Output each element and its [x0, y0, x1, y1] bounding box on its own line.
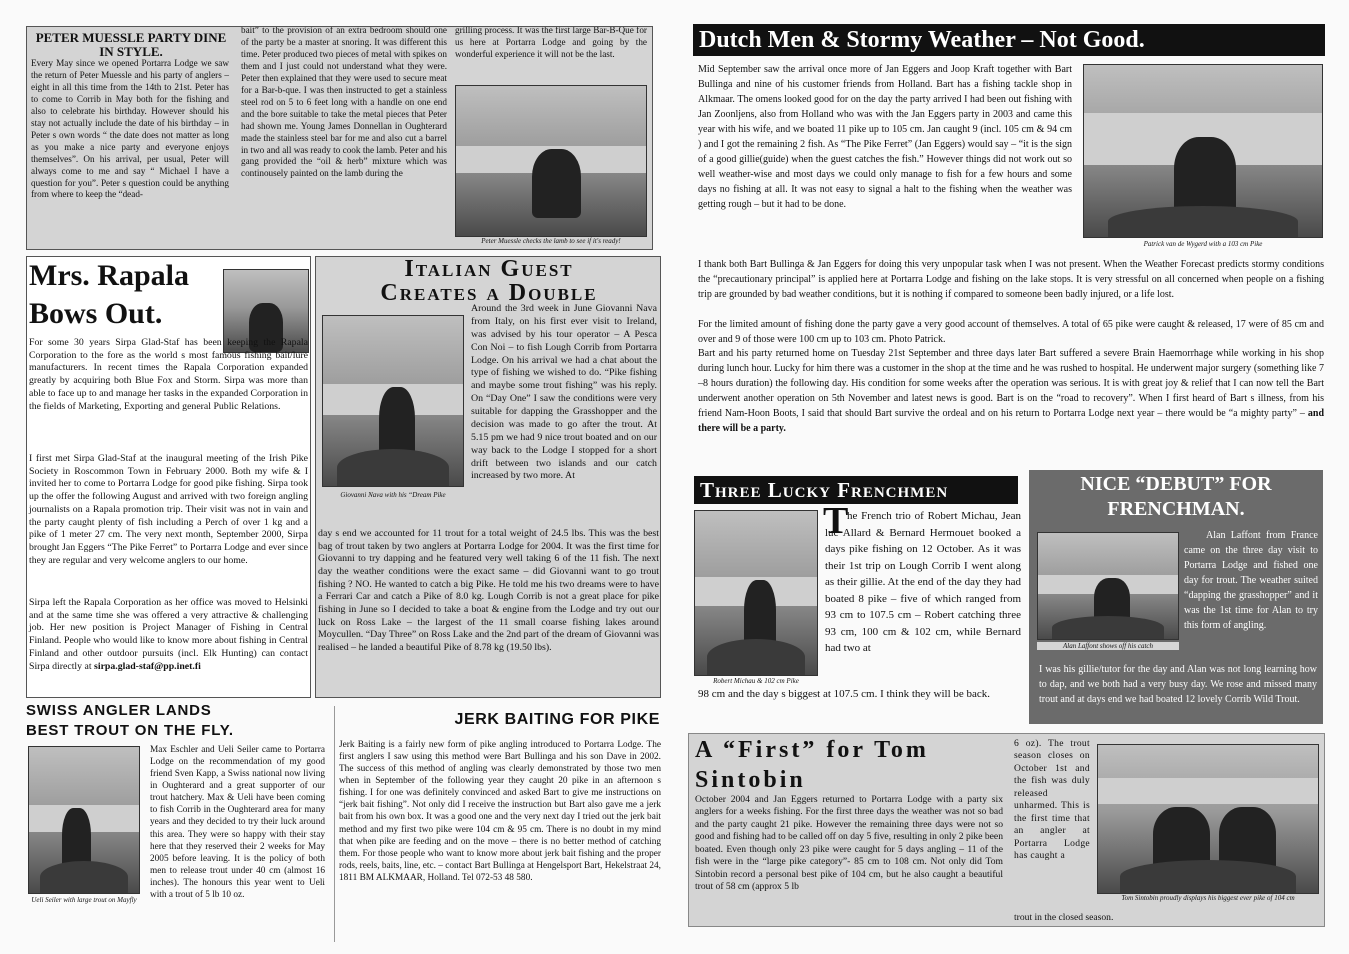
article-paragraph: I thank both Bart Bullinga & Jan Eggers for doing this very unpopular task when I was not present. When the Weather Forecast predicts stormy conditions the “precautionary principal” is applied here at Portarra Lodge and fishing on the lake stops. It is very stressful on all concerned when people on a fishing trip are grounded by bad weather conditions, but it is nothing if compared to someone been badly injured, or a life lost. — [698, 259, 1324, 300]
dutch-men-article — [693, 24, 1329, 454]
article-column: Mid September saw the arrival once more of Jan Eggers and Joop Kraft together with Bart Bullinga and nine of his customer friends from Holland. Bart has a fishing tackle shop in Alkmaar. The omens looked good for on the day the party arrived I had been out fishing with Jan Zoonljens, also from Holland who was with the Jan Eggers party in 2003 and came this year with his wife, and we boated 11 pike up to 105 cm. Jan caught 9 (incl. 105 cm & 94 cm ) and I got the remaining 2 fish. As “The Pike Ferret” (Jan Eggers) would say – “it is the sign of a good gillie(guide) when the guest catches the fish.” However things did not work out so well weather-wise and most days we could only manage to fish for a few hours and some days no fishing at all. It was not easy to signal a halt to the fishing when the weather was getting rough – but it had to be done. — [698, 64, 1072, 210]
article-column: Max Eschler and Ueli Seiler came to Portarra Lodge on the recommendation of my good friend Sven Kapp, a Swiss national now living in Oughterard and a great supporter of our trout hatchery. Max & Ueli have been coming to fish Corrib in the Oughterard area for many years and they decided to try their luck around this area. They were so happy with their stay here that they reserved their 2 weeks for May 2005 before leaving. It is the policy of both men to release trout under 40 cm (almost 16 inches). The honours this year went to Ueli with a trout of 5 lb 10 oz. — [150, 745, 325, 900]
article-column-2: bait” to the provision of an extra bedroom should one of the party be a master at snoring. It was different this time. Peter produced two pieces of metal with spikes on them and I just could not understand what they were. Peter then explained that they were used to secure meat for a Bar-b-que. I was then instructed to get a stainless steel rod on 5 to 6 feet long with a handle on one end and the bore suitable to take the metal pieces that Peter had shown me. Young James Donnellan in Oughterard made the stainless steel bar for me and also cut a barrel in two and all was ready to cook the lamb. Peter and his gang provided the “oil & herb” mixture which was continousely painted on the lamb during the — [241, 26, 447, 179]
alan-catch-photo — [1037, 532, 1179, 640]
robert-pike-photo — [694, 510, 818, 676]
article-title-line-1: SWISS ANGLER LANDS — [26, 702, 212, 719]
article-title: NICE “DEBUT” FOR FRENCHMAN. — [1080, 473, 1272, 520]
photo-caption: Alan Laffont shows off his catch — [1037, 642, 1179, 650]
article-column: 6 oz). The trout season closes on October 1st and the fish was duly released unharmed. This is the first time that an angler at Portarra Lodge has caught a — [1014, 738, 1090, 862]
article-paragraph-2: I first met Sirpa Glad-Staf at the inaugural meeting of the Irish Pike Society in Roscommon Town in February 2000. Both my wife & I invited her to come to Portarra Lodge for good pike fishing. Sirpa took up the offer the following August and arrived with two foreign angling journalists on a Rapala promotion trip. Their visit was not in vain and the party caught plenty of fish including a Perch of over 1 kg and a pike of 1 meter 27 cm. The very next month, September 2000, Sirpa brought Jan Eggers “The Pike Ferret” to Portarra Lodge and ever since they are regular and very welcome anglers to our home. — [29, 453, 308, 566]
giovanni-photo — [322, 315, 464, 487]
drop-cap: T — [823, 500, 849, 542]
article-title: Dutch Men & Stormy Weather – Not Good. — [693, 24, 1325, 56]
article-body: Jerk Baiting is a fairly new form of pike angling introduced to Portarra Lodge. The first anglers I saw using this method were Bart Bullinga and his son Dave in 2002. The success of this method of angling was clearly demonstrated by those two men when in September of the following year they caught 20 pike in an afternoon s fishing. I for one was definitely convinced and asked Bart to give me instructions on “jerk bait fishing”. Not only did I receive the instruction but Bart also gave me a jerk bait from his own box. It was a good one and the very next day I tried out the jerk bait method and my first two pike were 104 cm & 95 cm. There is no doubt in my mind that when pike are feeding and on the move – there is no better method of catching them. For those people who want to know more about jerk bait fishing and the proper rods, reels, baits, line, etc. – contact Bart Bullinga at Hengelsport Bart, Hekelstraat 24, 1811 BM ALKMAAR, Holland. Tel 072-53 48 580. — [339, 740, 661, 883]
photo-caption: Robert Michau & 102 cm Pike — [713, 677, 799, 685]
jerk-baiting-article — [334, 706, 664, 942]
article-title-line-2: BEST TROUT ON THE FLY. — [26, 722, 234, 739]
photo-caption: Peter Muessle checks the lamb to see if it's ready! — [481, 237, 621, 245]
article-column-1: Every May since we opened Portarra Lodge we saw the return of Peter Muessle and his party of anglers – eight in all this time from the 14th to 21st. Peter has to come to Corrib in May both for the fishing and also to celebrate his birthday. However should his stay not actually include the date of his birthday – in Peter s own words “ the date does not matter as long as you make a nice party and everyone enjoys themselves”. On his arrival, per usual, Peter will always come to me and say “ Michael I have a question for you”. Peter s question could be anything from where to keep the “dead- — [31, 58, 229, 200]
bold-closing: and there will be a party. — [698, 408, 1325, 434]
article-body: October 2004 and Jan Eggers returned to Portarra Lodge with a party six anglers for a weeks fishing. For the first three days the weather was not so bad and the party caught 21 pike. However the remaining three days were not so good and fishing had to be called off on day 5 five, resulting in only 2 pike been boated. Even though only 23 pike were caught for 5 days angling – 11 of the fish were in the “large pike category”- 85 cm to 108 cm. Not only did Tom Sintobin record a personal best pike of 104 cm, but he also caught a beautiful trout of 58 cm (approx 5 lb — [695, 794, 1003, 893]
article-title-line-2: Creates a Double — [380, 280, 598, 306]
article-title-line-2: Bows Out. — [29, 297, 163, 330]
tom-pike-photo — [1097, 744, 1319, 894]
paragraph-text: Bart and his party returned home on Tuesday 21st September and three days later Bart suffered a severe Brain Haemorrhage while working in his shop during lunch hour. Lucky for him there was a customer in the shop at the time and he was rushed to hospital. He underwent major surgery (something like 7 –8 hours duration) the following day. His condition for some weeks after the operation was serious. It is with great joy & relief that I can now tell the Bart underwent another operation on 5th November and latest news is good. Bart is on the “road to recovery”. When I first heard of Bart s illness, from his friend Nam-Hoon Boots, I said that should Bart survive the ordeal and on his return to Portarra Lodge next year – there would be “a mighty party” – — [698, 348, 1324, 419]
photo-caption: Tom Sintobin proudly displays his biggest ever pike of 104 cm — [1121, 894, 1295, 902]
italian-guest-article — [315, 256, 661, 698]
nice-debut-article — [1029, 470, 1323, 724]
three-frenchmen-article — [693, 474, 1023, 722]
article-paragraph-3 — [29, 597, 308, 673]
article-continuation: 98 cm and the day s biggest at 107.5 cm. I think they will be back. — [698, 688, 991, 700]
tom-sintobin-article — [688, 733, 1325, 927]
article-title: Three Lucky Frenchmen — [694, 476, 1018, 504]
article-title-line-1: A “First” for Tom — [695, 737, 929, 763]
mrs-rapala-article — [26, 256, 311, 698]
article-continuation: I was his gillie/tutor for the day and Alan was not long learning how to dap, and we both had a very busy day. We rose and missed many trout and at days end we had boated 12 lovely Corrib Wild Trout. — [1039, 664, 1317, 705]
article-column: Around the 3rd week in June Giovanni Nava from Italy, on his first ever visit to Ireland, was advised by his tour operator – A Pesca Con Noi – to fish Lough Corrib from Portarra Lodge. On his arrival we had a chat about the type of fishing we wished to do. “Pike fishing and maybe some trout fishing” was his reply. On “Day One” I saw the conditions were very suitable for dapping the Grasshopper and the decision was made to go after the trout. At 5.15 pm we had 9 nice trout boated and on our way back to the Lodge I stopped for a short drift between two islands and our catch increased by two more. At — [471, 303, 657, 482]
ueli-photo — [28, 746, 140, 894]
article-continuation: day s end we accounted for 11 trout for a total weight of 24.5 lbs. This was the best bag of trout taken by two anglers at Portarra Lodge for 2004. It was the first time for Giovanni to try dapping and he featured very well taking 6 of the 11 fish. The next day the weather conditions were the exact same – did Giovanni want to go trout fishing ? NO. He wanted to catch a big Pike. He told me his two dreams were to have a Ferrari Car and catch a Pike of 8.0 kg. Lough Corrib is not a great place for pike fishing in June so I decided to take a boat & engine from the Lodge and try out our luck on Ross Lake – the largest of the 11 small coarse fishing lakes around Moycullen. “Day Three” on Ross Lake and the 2nd part of the dream of Giovanni was realised – he landed a beautiful Pike of 8.78 kg (19.50 lbs). — [318, 528, 659, 654]
article-paragraph: For the limited amount of fishing done the party gave a very good account of themselves. A total of 65 pike were caught & released, 17 were of 85 cm and over and 9 of those were 100 cm up to 103 cm. Photo Patrick. — [698, 319, 1324, 345]
article-column-3: grilling process. It was the first large Bar-B-Que for us here at Portarra Lodge and going by the wonderful experience it will not be the last. — [455, 26, 647, 59]
article-continuation: trout in the closed season. — [1014, 912, 1114, 923]
peter-muessle-article — [26, 26, 653, 250]
article-title-line-1: Italian Guest — [404, 256, 574, 282]
article-title: PETER MUESSLE PARTY DINE IN STYLE. — [35, 30, 227, 59]
article-paragraph — [698, 346, 1324, 436]
article-title-line-1: Mrs. Rapala — [29, 259, 189, 292]
contact-email: sirpa.glad-staf@pp.inet.fi — [94, 660, 201, 672]
paragraph-text: Sirpa left the Rapala Corporation as her office was moved to Helsinki and at the same time she was offered a very attractive & challenging job. Her new position is Project Manager of Fishing in Central Finland. People who would like to know more about fishing in Central Finland and other outdoor pursuits (incl. Elk Hunting) can contact Sirpa directly at — [29, 597, 308, 672]
article-column: Alan Laffont from France came on the three day visit to Portarra Lodge and fished one day for trout. The weather suited “dapping the grasshopper” and it was the 1st time for Alan to try this form of angling. — [1184, 530, 1318, 631]
article-title: JERK BAITING FOR PIKE — [454, 711, 660, 728]
article-column: he French trio of Robert Michau, Jean luc Allard & Bernard Hermouet booked a days pike fishing on 12 October. As it was their 1st trip on Lough Corrib I went along as their gillie. At the end of the day they had boated 8 pike – five of which ranged from 93 cm to 107.5 cm – Robert catching three 93 cm, 100 cm & 102 cm, while Bernard had two at — [825, 510, 1021, 654]
patrick-pike-photo — [1083, 64, 1323, 238]
bbq-photo — [455, 85, 647, 237]
photo-caption: Giovanni Nava with his “Dream Pike — [340, 491, 446, 499]
photo-caption: Patrick van de Wygerd with a 103 cm Pike — [1143, 240, 1263, 248]
photo-caption: Ueli Seiler with large trout on Mayfly — [31, 896, 137, 904]
swiss-angler-article — [26, 702, 326, 942]
article-intro: For some 30 years Sirpa Glad-Staf has been keeping the Rapala Corporation to the fore as the world s most famous fishing bait/lure manufacturers. In recent times the Rapala Corporation expanded greatly by acquiring both Blue Fox and Storm. Sirpa was more than able to face up to and manage her tasks in the expanded Corporation in the fields of Marketing, Exporting and general Public Relations. — [29, 337, 308, 412]
article-title-line-2: Sintobin — [695, 767, 806, 793]
